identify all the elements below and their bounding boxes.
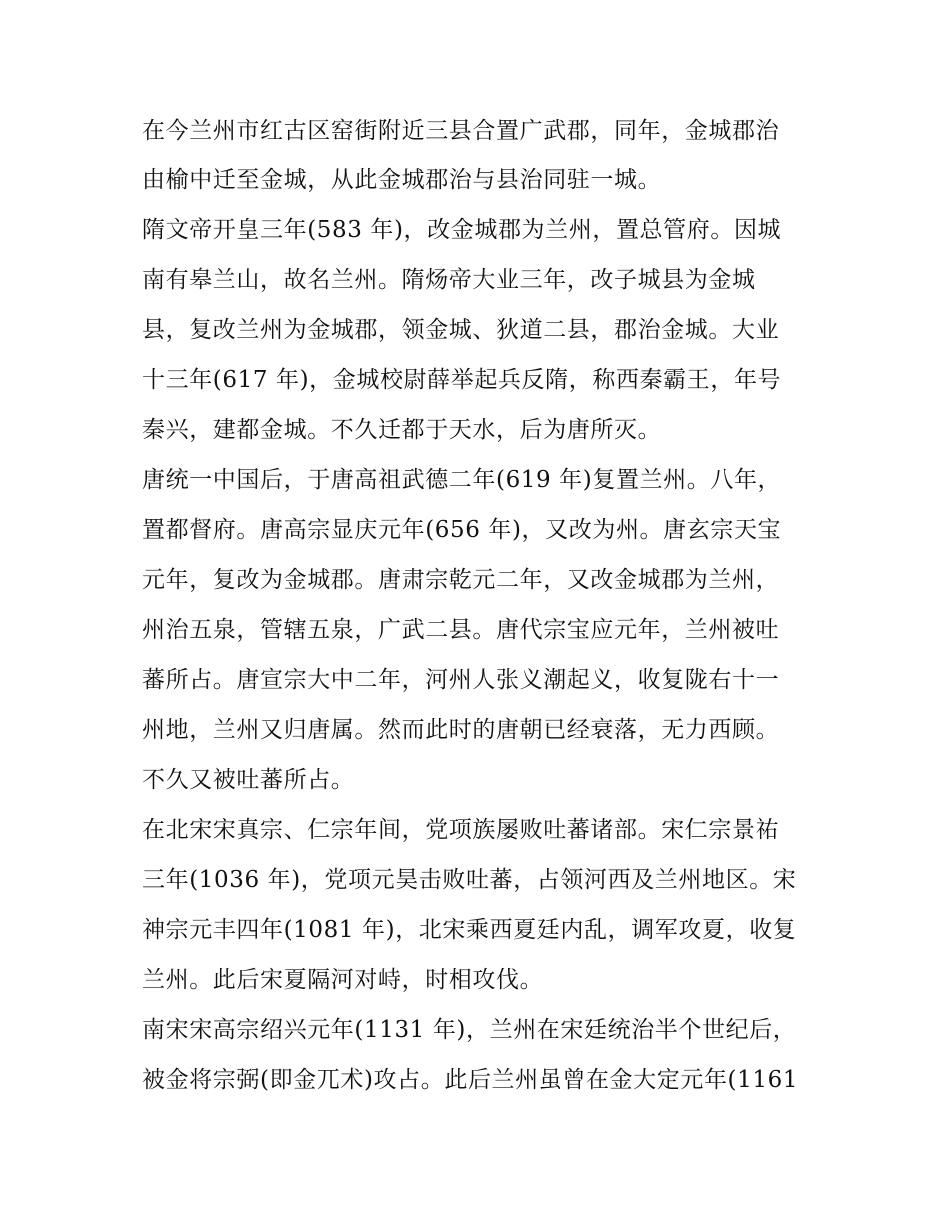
text-line: 元年，复改为金城郡。唐肃宗乾元二年，又改金城郡为兰州， — [142, 567, 780, 593]
text-line: 兰州。此后宋夏隔河对峙，时相攻伐。 — [142, 967, 544, 993]
text-line: 置都督府。唐高宗显庆元年(656 年)，又改为州。唐玄宗天宝 — [142, 517, 782, 543]
text-line: 被金将宗弼(即金兀术)攻占。此后兰州虽曾在金大定元年(1161 — [142, 1067, 799, 1093]
text-line: 州地，兰州又归唐属。然而此时的唐朝已经衰落，无力西顾。 — [142, 717, 780, 743]
text-line: 唐统一中国后，于唐高祖武德二年(619 年)复置兰州。八年， — [142, 467, 782, 493]
text-line: 南有皋兰山，故名兰州。隋炀帝大业三年，改子城县为金城 — [142, 267, 756, 293]
text-line: 由榆中迁至金城，从此金城郡治与县治同驻一城。 — [142, 167, 662, 193]
text-line: 县，复改兰州为金城郡，领金城、狄道二县，郡治金城。大业 — [142, 317, 780, 343]
text-line: 在北宋宋真宗、仁宗年间，党项族屡败吐蕃诸部。宋仁宗景祐 — [142, 817, 780, 843]
text-line: 州治五泉，管辖五泉，广武二县。唐代宗宝应元年，兰州被吐 — [142, 617, 780, 643]
text-line: 秦兴，建都金城。不久迁都于天水，后为唐所灭。 — [142, 417, 662, 443]
text-line: 蕃所占。唐宣宗大中二年，河州人张义潮起义，收复陇右十一 — [142, 667, 780, 693]
text-line: 在今兰州市红古区窑街附近三县合置广武郡，同年，金城郡治 — [142, 118, 780, 144]
text-line: 不久又被吐蕃所占。 — [142, 767, 355, 793]
text-line: 三年(1036 年)，党项元昊击败吐蕃，占领河西及兰州地区。宋 — [142, 867, 797, 893]
text-line: 隋文帝开皇三年(583 年)，改金城郡为兰州，置总管府。因城 — [142, 217, 782, 243]
text-line: 南宋宋高宗绍兴元年(1131 年)，兰州在宋廷统治半个世纪后， — [142, 1017, 797, 1043]
text-line: 十三年(617 年)，金城校尉薛举起兵反隋，称西秦霸王，年号 — [142, 367, 782, 393]
text-line: 神宗元丰四年(1081 年)，北宋乘西夏廷内乱，调军攻夏，收复 — [142, 917, 797, 943]
